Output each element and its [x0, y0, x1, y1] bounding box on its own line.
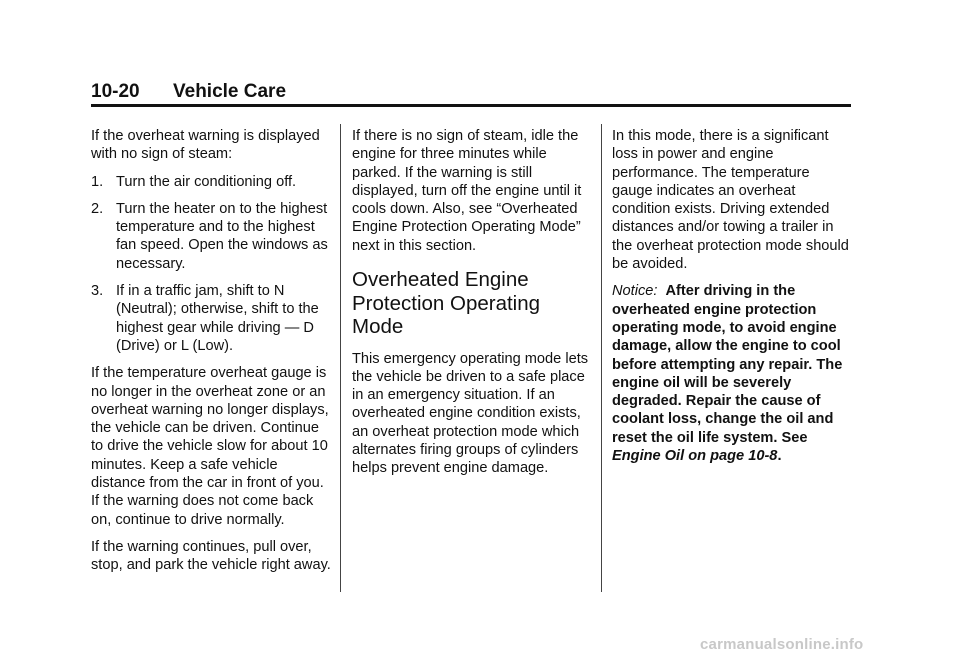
header-rule — [91, 104, 851, 107]
steam-paragraph: If there is no sign of steam, idle the engine for three minutes while parked. If the warning is still displayed, turn off the engine until it cools down. Also, see “Overheated Engine Protection Operating Mode” next in this section. — [352, 128, 582, 254]
emergency-mode-paragraph: This emergency operating mode lets the vehicle be driven to a safe place in an emergency situation. If an overheated engine condition exists, an overheat protection mode which alternates firing groups of cylinders helps prevent engine damage. — [352, 350, 589, 477]
steps-list — [91, 173, 331, 356]
notice-paragraph — [612, 282, 852, 465]
step-text: Turn the heater on to the highest temperature and to the highest fan speed. Open the windows as necessary. — [116, 200, 328, 272]
gauge-paragraph: If the temperature overheat gauge is no longer in the overheat zone or an overheat warning no longer displays, the vehicle can be driven. Continue to drive the vehicle slow for about 10 minutes. Keep a safe vehicle distance from the car in front of you. If the warning does not come back on, continue to drive normally. — [91, 365, 329, 528]
column-divider-2 — [601, 124, 602, 592]
step-number: 2. — [91, 200, 104, 217]
notice-text: After driving in the overheated engine protection operating mode, to avoid engine damage, allow the engine to cool before attempting any repair. The engine oil will be severely degraded. Repair the cause of coolant loss, change the oil and reset the oil life system. See — [612, 283, 843, 446]
column-divider-1 — [340, 124, 341, 592]
step-text: Turn the air conditioning off. — [116, 173, 297, 190]
column-1 — [91, 127, 331, 584]
column-3 — [612, 127, 852, 474]
step-number: 1. — [91, 173, 104, 190]
page-number: 10-20 — [91, 81, 140, 102]
notice-end: . — [777, 448, 782, 465]
performance-paragraph: In this mode, there is a significant loss in power and engine performance. The temperature gauge indicates an overheat condition exists. Driving extended distances and/or towing a trailer in the overheat protection mode should be avoided. — [612, 128, 849, 273]
warning-continues-paragraph: If the warning continues, pull over, stop, and park the vehicle right away. — [91, 538, 331, 574]
column-2 — [352, 127, 594, 487]
list-item — [91, 282, 331, 355]
section-heading: Overheated Engine Protection Operating Mode — [352, 268, 541, 339]
notice-label: Notice: — [612, 283, 658, 300]
step-text: If in a traffic jam, shift to N (Neutral); otherwise, shift to the highest gear while driving — D (Drive) or L (Low). — [116, 283, 319, 354]
step-number: 3. — [91, 283, 104, 300]
watermark: carmanualsonline.info — [700, 636, 864, 653]
intro-paragraph: If the overheat warning is displayed with no sign of steam: — [91, 128, 320, 163]
list-item — [91, 173, 331, 191]
cross-reference-link[interactable]: Engine Oil on page 10-8 — [612, 448, 778, 465]
section-title: Vehicle Care — [173, 81, 287, 102]
list-item — [91, 200, 331, 273]
